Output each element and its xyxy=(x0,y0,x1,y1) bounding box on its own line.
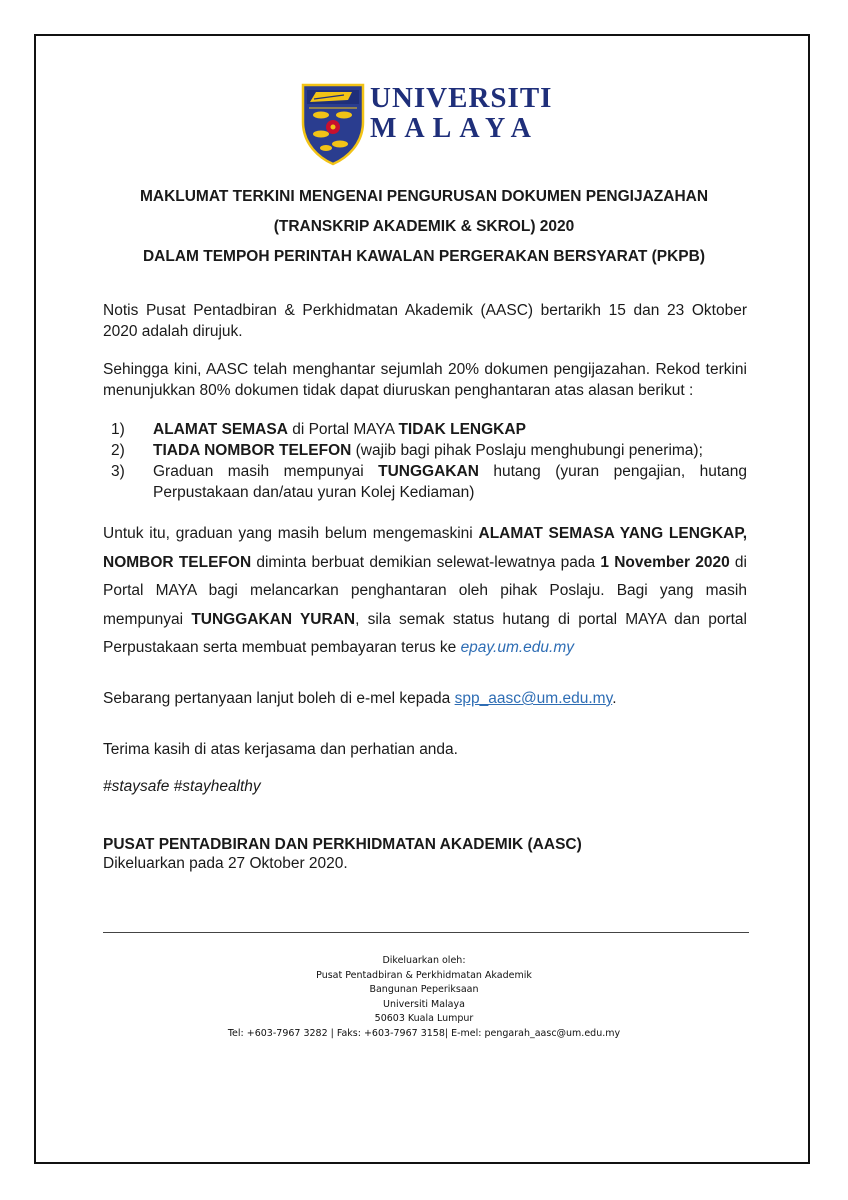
list-item: 3) Graduan masih mempunyai TUNGGAKAN hutang (yuran pengajian, hutang Perpustakaan dan/atau yuran Kolej Kediaman) xyxy=(111,463,747,501)
heading-line-1: MAKLUMAT TERKINI MENGENAI PENGURUSAN DOKUMEN PENGIJAZAHAN xyxy=(139,188,709,205)
signoff-date: Dikeluarkan pada 27 Oktober 2020. xyxy=(103,855,348,872)
reasons-list xyxy=(103,419,747,503)
heading-line-3: DALAM TEMPOH PERINTAH KAWALAN PERGERAKAN BERSYARAT (PKPB) xyxy=(142,248,706,265)
intro-paragraph: Notis Pusat Pentadbiran & Perkhidmatan Akademik (AASC) bertarikh 15 dan 23 Oktober 2020 adalah dirujuk. xyxy=(103,302,747,340)
university-logo xyxy=(300,82,552,166)
notice-heading xyxy=(60,182,788,272)
email-link[interactable]: spp_aasc@um.edu.my xyxy=(454,690,613,707)
enquiry-paragraph: Sebarang pertanyaan lanjut boleh di e-mel kepada spp_aasc@um.edu.my. xyxy=(103,690,617,707)
logo-wordmark-line1: UNIVERSITI xyxy=(370,82,553,114)
crest-icon xyxy=(300,82,366,166)
list-item: 2) TIADA NOMBOR TELEFON (wajib bagi pihak Poslaju menghubungi penerima); xyxy=(111,442,703,459)
action-paragraph: Untuk itu, graduan yang masih belum mengemaskini ALAMAT SEMASA YANG LENGKAP, NOMBOR TELEFON diminta berbuat demikian selewat-lewatnya pada 1 November 2020 di Portal MAYA bagi melancarkan penghantaran oleh pihak Poslaju. Bagi yang masih mempunyai TUNGGAKAN YURAN, sila semak status hutang di portal MAYA dan portal Perpustakaan serta membuat pembayaran terus ke epay.um.edu.my xyxy=(103,525,747,656)
status-paragraph: Sehingga kini, AASC telah menghantar sejumlah 20% dokumen pengijazahan. Rekod terkini menunjukkan 80% dokumen tidak dapat diuruskan penghantaran atas alasan berikut : xyxy=(103,361,747,399)
epay-link[interactable]: epay.um.edu.my xyxy=(460,639,574,656)
signoff xyxy=(103,835,582,873)
signoff-org: PUSAT PENTADBIRAN DAN PERKHIDMATAN AKADEMIK (AASC) xyxy=(103,836,582,853)
heading-line-2: (TRANSKRIP AKADEMIK & SKROL) 2020 xyxy=(273,218,575,235)
thanks-paragraph: Terima kasih di atas kerjasama dan perhatian anda. xyxy=(103,741,458,758)
footer-divider xyxy=(103,932,749,933)
hashtags: #staysafe #stayhealthy xyxy=(103,778,261,795)
list-item: 1) ALAMAT SEMASA di Portal MAYA TIDAK LENGKAP xyxy=(111,421,526,438)
footer-contact: Tel: +603-7967 3282 | Faks: +603-7967 3158| E-mel: pengarah_aasc@um.edu.my xyxy=(227,1027,621,1039)
logo-wordmark-line2: MALAYA xyxy=(370,113,539,144)
footer: Dikeluarkan oleh: Pusat Pentadbiran & Perkhidmatan Akademik Bangunan Peperiksaan Universiti Malaya 50603 Kuala Lumpur Tel: +603-7967 3282 | Faks: +603-7967 3158| E-mel: pengarah_aasc@um.edu.my xyxy=(100,954,748,1041)
